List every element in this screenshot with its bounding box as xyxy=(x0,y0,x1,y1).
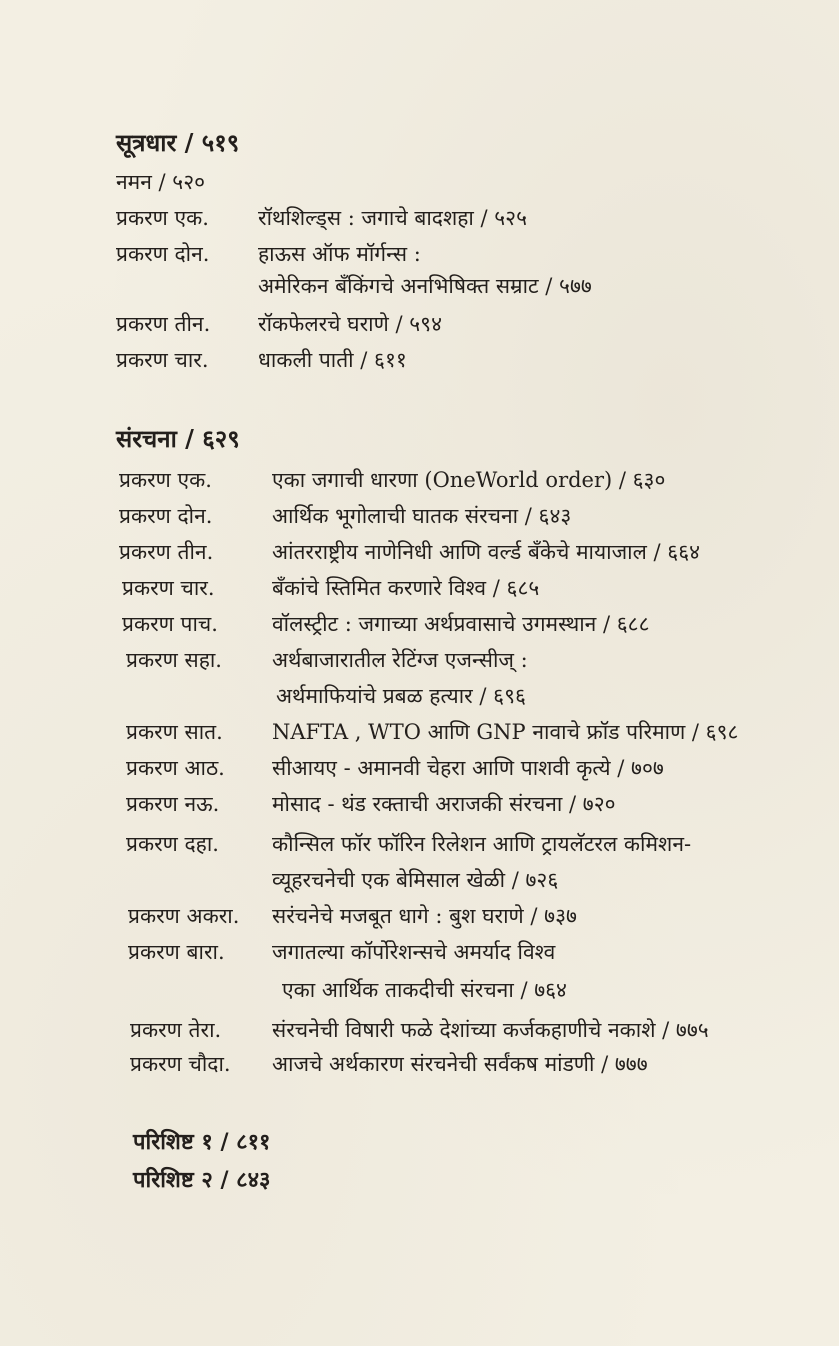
toc-entry xyxy=(0,502,839,538)
entry-label: प्रकरण पाच. xyxy=(122,612,218,636)
toc-entry xyxy=(0,610,839,646)
toc-entry xyxy=(0,790,839,826)
entry-title: NAFTA , WTO आणि GNP नावाचे फ्रॉड परिमाण / ६९८ xyxy=(272,720,739,744)
entry-title: वॉलस्ट्रीट : जगाच्या अर्थप्रवासाचे उगमस्थान / ६८८ xyxy=(272,612,650,636)
toc-entry xyxy=(0,538,839,574)
entry-label: प्रकरण सहा. xyxy=(126,648,222,672)
entry-label: प्रकरण आठ. xyxy=(126,756,225,780)
entry-title: अमेरिकन बँकिंगचे अनभिषिक्त सम्राट / ५७७ xyxy=(258,274,592,298)
toc-entry xyxy=(0,646,839,682)
entry-label: प्रकरण तीन. xyxy=(116,312,211,336)
toc-entry-continuation xyxy=(0,976,839,1012)
toc-entry xyxy=(0,1016,839,1052)
entry-label: प्रकरण चार. xyxy=(122,576,215,600)
toc-entry-continuation xyxy=(0,866,839,902)
entry-title: हाऊस ऑफ मॉर्गन्स : xyxy=(258,242,421,266)
toc-entry-continuation xyxy=(0,682,839,718)
appendix-1: परिशिष्ट १ / ८११ xyxy=(133,1129,271,1155)
entry-title: संरचनेची विषारी फळे देशांच्या कर्जकहाणीचे नकाशे / ७७५ xyxy=(272,1018,709,1042)
entry-title: रॉथशिल्ड्स : जगाचे बादशहा / ५२५ xyxy=(258,206,528,230)
entry-title: अर्थबाजारातील रेटिंग्ज एजन्सीज् : xyxy=(272,648,528,672)
entry-label: प्रकरण अकरा. xyxy=(128,904,240,928)
entry-title: आजचे अर्थकारण संरचनेची सर्वंकष मांडणी / ७७७ xyxy=(272,1052,648,1076)
entry-label: नमन / ५२० xyxy=(116,170,206,194)
entry-title: आर्थिक भूगोलाची घातक संरचना / ६४३ xyxy=(272,504,572,528)
entry-title: व्यूहरचनेची एक बेमिसाल खेळी / ७२६ xyxy=(272,868,559,892)
entry-label: प्रकरण बारा. xyxy=(128,940,225,964)
toc-entry xyxy=(0,938,839,974)
entry-title: एका जगाची धारणा (OneWorld order) / ६३० xyxy=(272,468,666,492)
entry-title: रॉकफेलरचे घराणे / ५९४ xyxy=(258,312,442,336)
toc-entry xyxy=(0,310,839,346)
toc-entry xyxy=(0,830,839,866)
entry-label: प्रकरण दोन. xyxy=(116,242,210,266)
toc-entry xyxy=(0,466,839,502)
entry-title: सरंचनेचे मजबूत धागे : बुश घराणे / ७३७ xyxy=(272,904,577,928)
entry-label: प्रकरण चौदा. xyxy=(130,1052,231,1076)
entry-label: प्रकरण एक. xyxy=(116,206,209,230)
toc-entry xyxy=(0,240,839,276)
entry-title: कौन्सिल फॉर फॉरिन रिलेशन आणि ट्रायलॅटरल कमिशन- xyxy=(272,832,692,856)
entry-label: प्रकरण चार. xyxy=(116,348,209,372)
entry-title: अर्थमाफियांचे प्रबळ हत्यार / ६९६ xyxy=(276,684,526,708)
toc-entry xyxy=(0,574,839,610)
appendix-2: परिशिष्ट २ / ८४३ xyxy=(133,1167,271,1193)
section-heading-sanrachana: संरचना / ६२९ xyxy=(116,424,240,453)
toc-entry xyxy=(0,346,839,382)
toc-entry-naman xyxy=(0,168,839,204)
entry-title: जगातल्या कॉर्पोरेशन्सचे अमर्याद विश्व xyxy=(272,940,556,964)
entry-label: प्रकरण नऊ. xyxy=(126,792,220,816)
toc-entry xyxy=(0,204,839,240)
entry-title: आंतरराष्ट्रीय नाणेनिधी आणि वर्ल्ड बँकेचे मायाजाल / ६६४ xyxy=(272,540,701,564)
entry-title: मोसाद - थंड रक्ताची अराजकी संरचना / ७२० xyxy=(272,792,616,816)
entry-label: प्रकरण एक. xyxy=(119,468,212,492)
toc-entry xyxy=(0,754,839,790)
toc-entry xyxy=(0,902,839,938)
entry-label: प्रकरण सात. xyxy=(126,720,223,744)
toc-entry-continuation xyxy=(0,272,839,308)
section-heading-sutradhar: सूत्रधार / ५१९ xyxy=(116,128,240,157)
entry-title: एका आर्थिक ताकदीची संरचना / ७६४ xyxy=(282,978,567,1002)
entry-label: प्रकरण दोन. xyxy=(119,504,213,528)
entry-label: प्रकरण तीन. xyxy=(119,540,214,564)
toc-entry xyxy=(0,1050,839,1086)
entry-title: धाकली पाती / ६११ xyxy=(258,348,407,372)
toc-entry xyxy=(0,718,839,754)
entry-label: प्रकरण दहा. xyxy=(126,832,219,856)
entry-title: सीआयए - अमानवी चेहरा आणि पाशवी कृत्ये / ७०७ xyxy=(272,756,664,780)
entry-label: प्रकरण तेरा. xyxy=(130,1018,222,1042)
entry-title: बँकांचे स्तिमित करणारे विश्व / ६८५ xyxy=(272,576,540,600)
